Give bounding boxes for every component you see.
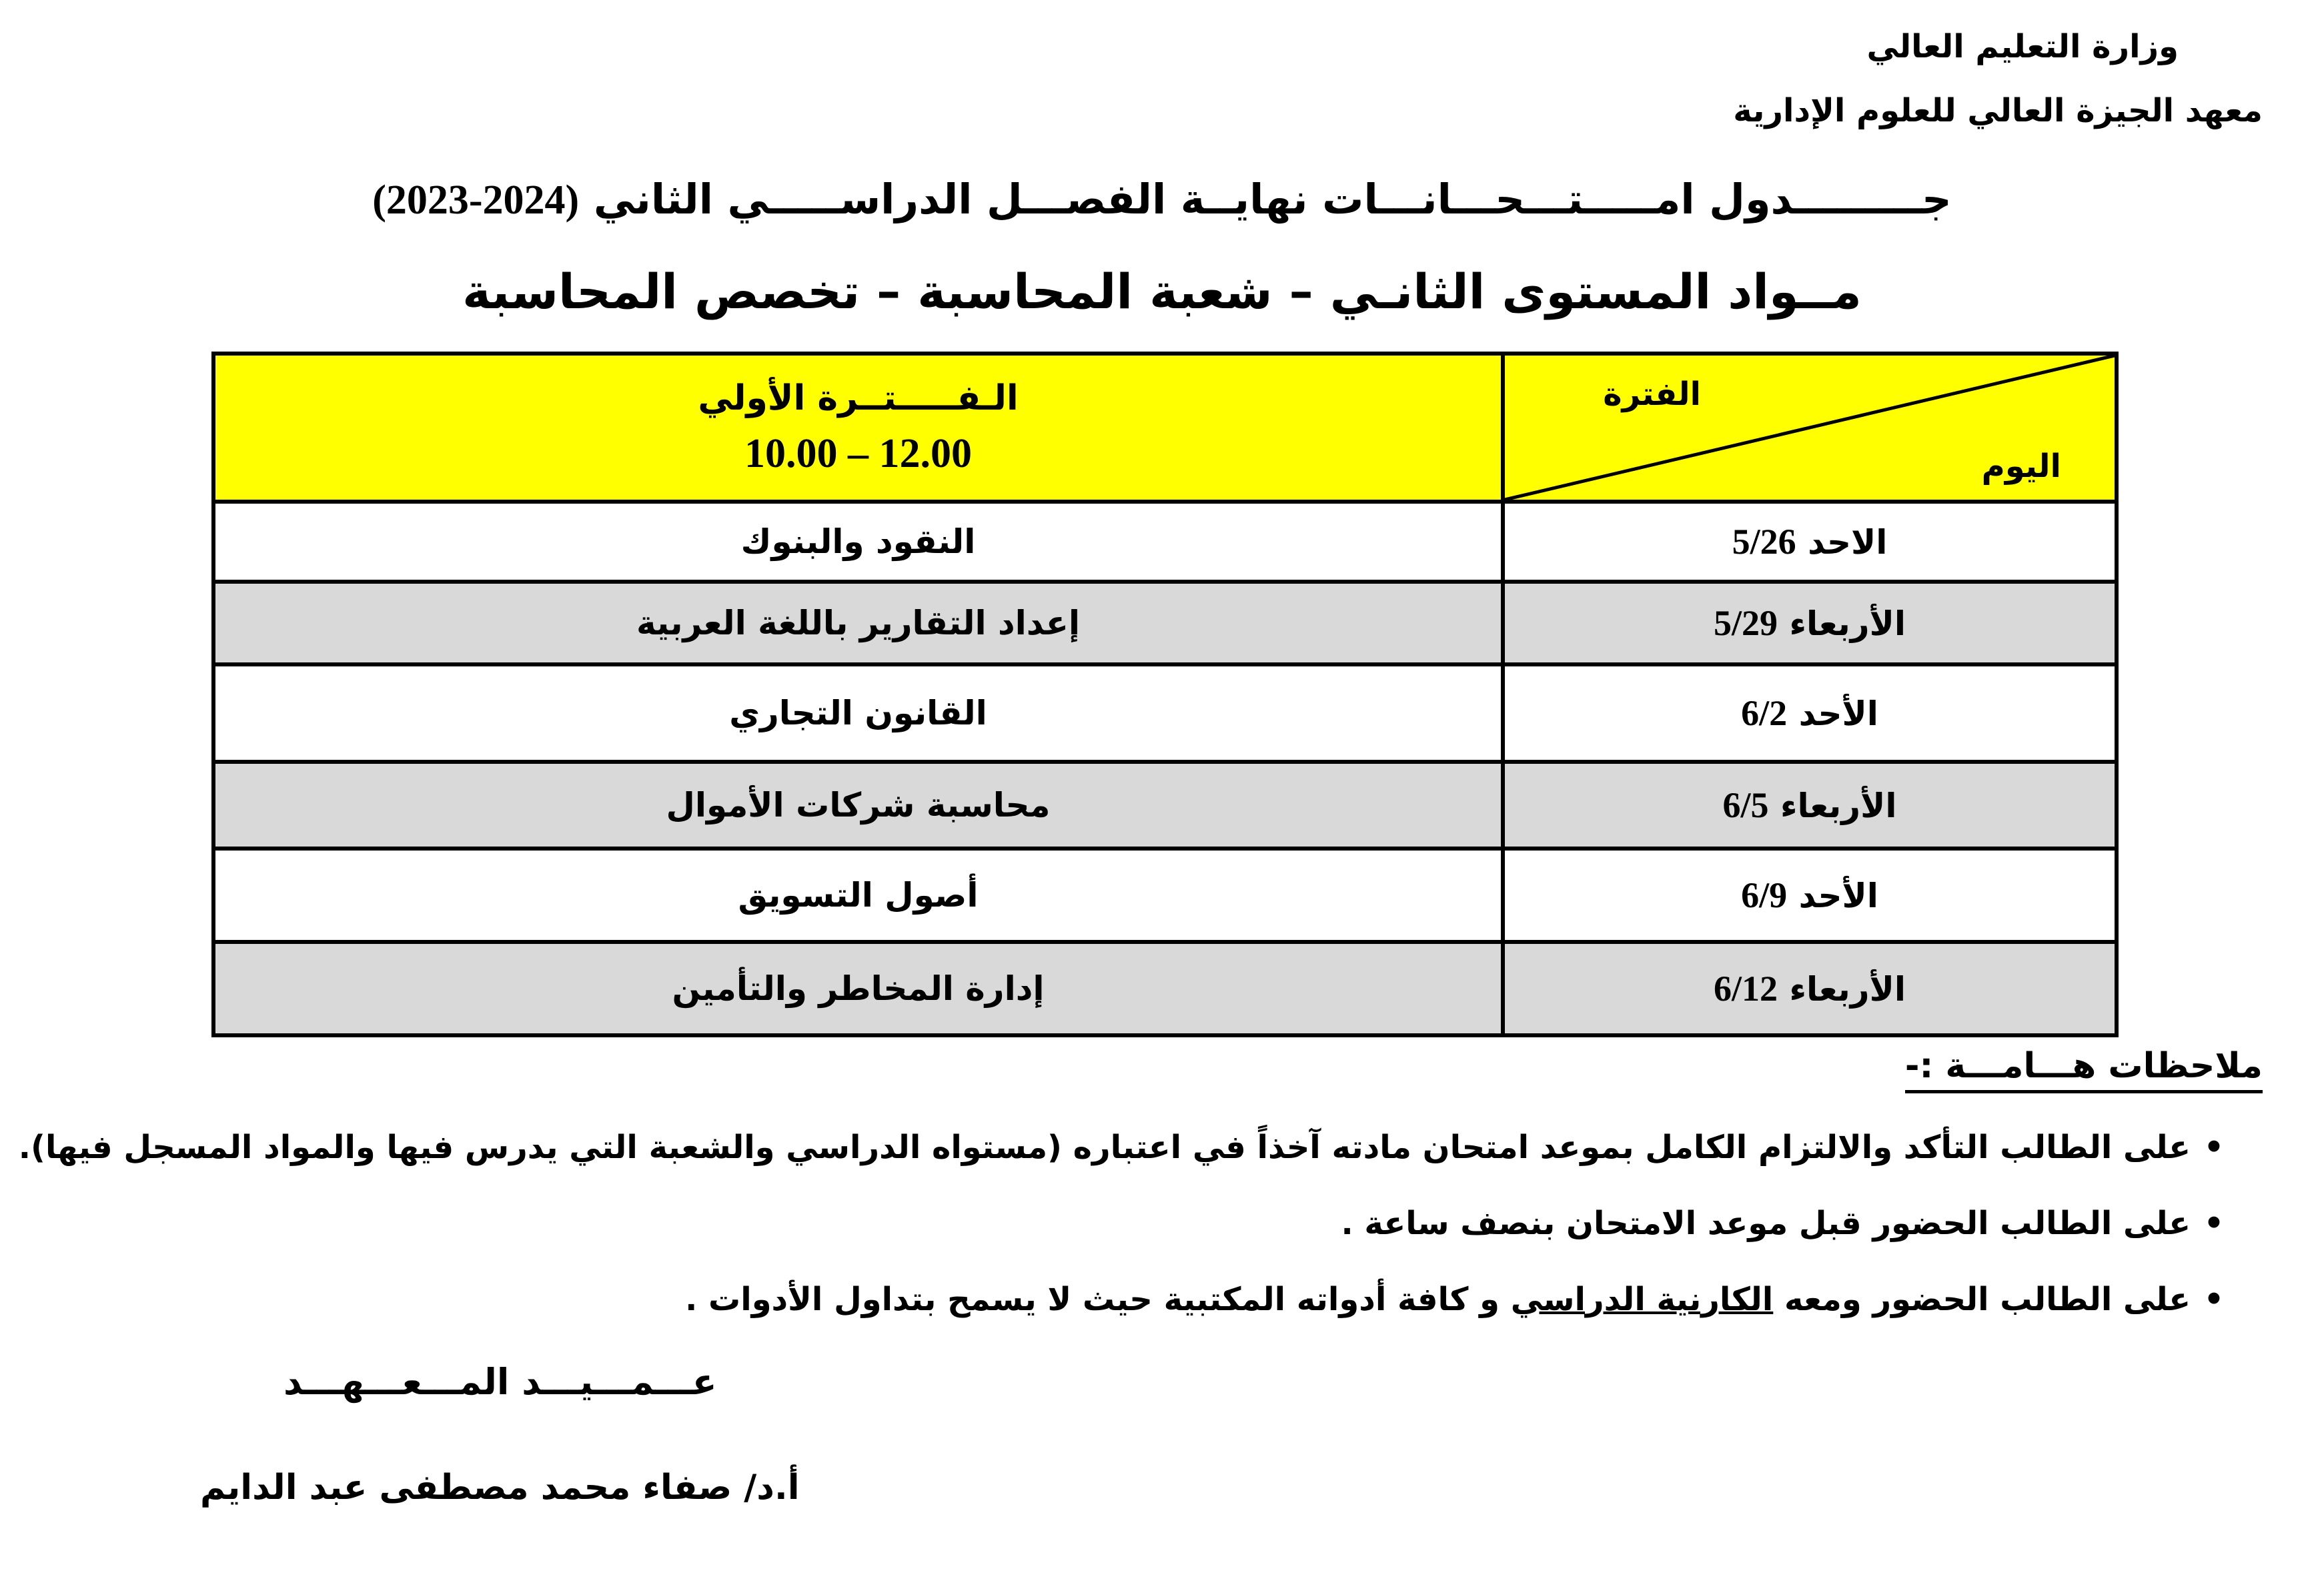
page-subtitle: مــواد المستوى الثانـي – شعبة المحاسبة – تخصص المحاسبة — [462, 263, 1862, 320]
day-label: اليوم — [1981, 448, 2061, 485]
table-row — [213, 502, 2117, 582]
table-header-row — [213, 354, 2117, 502]
ministry-name: وزارة التعليم العالي — [1866, 28, 2179, 65]
subject-cell: أصول التسويق — [213, 849, 1503, 942]
note-item — [19, 1129, 2237, 1166]
note-item — [685, 1281, 2237, 1318]
day-cell — [1503, 849, 2117, 942]
exam-date: 6/9 — [1741, 875, 1788, 915]
day-name: الأربعاء — [1789, 604, 1906, 643]
bullet-icon: • — [2203, 1129, 2225, 1166]
dean-title: عـــمـــيـــد المـــعـــهـــد — [283, 1361, 717, 1403]
page-title — [0, 175, 2324, 224]
institute-name: معهد الجيزة العالي للعلوم الإدارية — [1733, 92, 2263, 129]
subject-cell: إدارة المخاطر والتأمين — [213, 942, 1503, 1035]
day-name: الأربعاء — [1780, 786, 1897, 825]
day-name: الأربعاء — [1789, 970, 1906, 1009]
note-item — [1341, 1205, 2237, 1242]
diagonal-header-cell — [1503, 354, 2117, 502]
note-text: على الطالب الحضور قبل موعد الامتحان بنصف ساعة . — [1341, 1205, 2191, 1242]
note-text-after: و كافة أدواته المكتبية حيث لا يسمح بتداول الأدوات . — [685, 1281, 1511, 1318]
exam-date: 5/29 — [1714, 603, 1778, 643]
subject-cell: النقود والبنوك — [213, 502, 1503, 582]
day-cell — [1503, 664, 2117, 762]
note-text: على الطالب التأكد والالتزام الكامل بموعد امتحان مادته آخذاً في اعتباره (مستواه الدراسي والشعبة التي يدرس فيها والمواد المسجل فيها). — [18, 1129, 2191, 1166]
notes-title: ملاحظات هـــامـــة :- — [1905, 1046, 2263, 1093]
table-row — [213, 849, 2117, 942]
exam-date: 6/5 — [1722, 785, 1769, 825]
exam-date: 5/26 — [1732, 522, 1796, 562]
exam-date: 6/2 — [1741, 693, 1788, 733]
note-text-before: على الطالب الحضور ومعه — [1773, 1281, 2191, 1318]
first-period-time: 10.00 – 12.00 — [744, 430, 972, 476]
subject-cell: إعداد التقارير باللغة العربية — [213, 582, 1503, 664]
table-row — [213, 942, 2117, 1035]
bullet-icon: • — [2203, 1205, 2225, 1242]
table-row — [213, 582, 2117, 664]
dean-name: أ.د/ صفاء محمد مصطفى عبد الدايم — [200, 1468, 800, 1508]
table-row — [213, 762, 2117, 849]
day-name: الاحد — [1808, 523, 1888, 562]
day-name: الأحد — [1798, 694, 1878, 733]
exam-schedule-table — [211, 352, 2119, 1037]
day-cell — [1503, 942, 2117, 1035]
first-period-name: الـفـــــتــرة الأولي — [698, 378, 1019, 418]
first-period-header — [213, 354, 1503, 502]
exam-date: 6/12 — [1714, 969, 1778, 1009]
title-year: (2023-2024) — [372, 177, 580, 223]
bullet-icon: • — [2203, 1281, 2225, 1318]
table-row — [213, 664, 2117, 762]
note-text-underlined: الكارنية الدراسي — [1510, 1281, 1774, 1318]
period-label: الفترة — [1603, 376, 1701, 413]
subject-cell: محاسبة شركات الأموال — [213, 762, 1503, 849]
day-name: الأحد — [1798, 877, 1878, 915]
title-main: جـــــــــدول امـــــتـــحـــانـــات نهايــة الفصـــل الدراســـــي الثاني — [593, 175, 1952, 223]
day-cell — [1503, 582, 2117, 664]
day-cell — [1503, 502, 2117, 582]
subject-cell: القانون التجاري — [213, 664, 1503, 762]
day-cell — [1503, 762, 2117, 849]
